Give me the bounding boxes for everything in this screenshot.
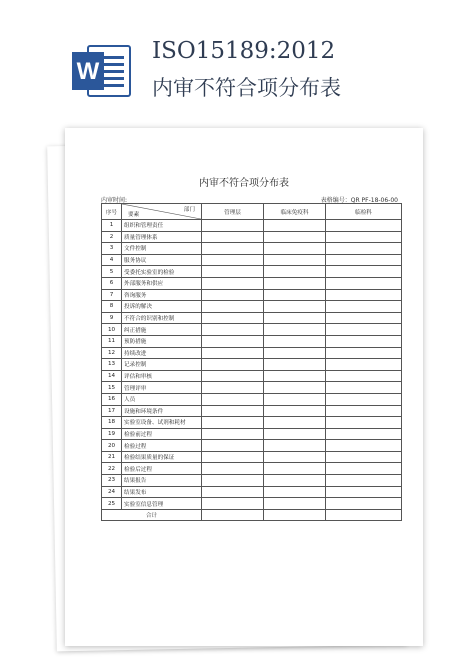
row-number: 8 <box>102 301 122 313</box>
row-cell-empty <box>326 312 402 324</box>
row-cell-empty <box>264 289 326 301</box>
table-row <box>102 324 402 336</box>
table-row <box>102 266 402 278</box>
row-number: 11 <box>102 335 122 347</box>
row-cell-empty <box>202 324 264 336</box>
row-element-label: 结果报告 <box>122 475 202 487</box>
row-cell-empty <box>326 289 402 301</box>
header-col-clinical-lab: 临检科 <box>326 204 402 220</box>
row-cell-empty <box>264 428 326 440</box>
row-cell-empty <box>202 417 264 429</box>
table-total-row <box>102 509 402 521</box>
row-cell-empty <box>202 463 264 475</box>
table-row <box>102 335 402 347</box>
row-number: 12 <box>102 347 122 359</box>
row-cell-empty <box>264 266 326 278</box>
row-cell-empty <box>202 370 264 382</box>
row-cell-empty <box>326 277 402 289</box>
row-element-label: 评估和审核 <box>122 370 202 382</box>
row-cell-empty <box>202 382 264 394</box>
row-cell-empty <box>326 324 402 336</box>
row-cell-empty <box>326 335 402 347</box>
row-element-label: 记录控制 <box>122 359 202 371</box>
row-element-label: 管理评审 <box>122 382 202 394</box>
row-cell-empty <box>326 417 402 429</box>
row-cell-empty <box>202 486 264 498</box>
row-cell-empty <box>202 498 264 510</box>
row-cell-empty <box>326 463 402 475</box>
row-number: 4 <box>102 254 122 266</box>
row-cell-empty <box>202 231 264 243</box>
audit-time-label: 内审时间: <box>101 197 128 204</box>
row-cell-empty <box>326 451 402 463</box>
row-cell-empty <box>202 335 264 347</box>
row-element-label: 外部服务和供应 <box>122 277 202 289</box>
row-cell-empty <box>264 301 326 313</box>
row-cell-empty <box>326 498 402 510</box>
row-cell-empty <box>264 312 326 324</box>
row-number: 9 <box>102 312 122 324</box>
row-cell-empty <box>202 347 264 359</box>
table-row <box>102 347 402 359</box>
table-row <box>102 475 402 487</box>
table-row <box>102 359 402 371</box>
row-number: 19 <box>102 428 122 440</box>
row-cell-empty <box>264 382 326 394</box>
total-cell-empty <box>264 509 326 521</box>
row-number: 13 <box>102 359 122 371</box>
row-cell-empty <box>264 463 326 475</box>
table-row <box>102 417 402 429</box>
row-cell-empty <box>264 254 326 266</box>
nonconformity-table <box>101 203 402 521</box>
table-row <box>102 277 402 289</box>
header-diagonal-cell <box>122 204 202 220</box>
row-element-label: 检验后过程 <box>122 463 202 475</box>
row-cell-empty <box>326 266 402 278</box>
row-cell-empty <box>202 393 264 405</box>
row-element-label: 结果发布 <box>122 486 202 498</box>
row-cell-empty <box>264 335 326 347</box>
row-cell-empty <box>264 220 326 232</box>
row-element-label: 实验室信息管理 <box>122 498 202 510</box>
header-elements: 要素 <box>128 212 140 218</box>
word-icon <box>70 42 132 100</box>
row-number: 5 <box>102 266 122 278</box>
row-element-label: 预防措施 <box>122 335 202 347</box>
row-number: 21 <box>102 451 122 463</box>
title-line-2: 内审不符合项分布表 <box>152 76 341 100</box>
row-cell-empty <box>202 301 264 313</box>
row-cell-empty <box>326 486 402 498</box>
header-banner <box>0 0 474 118</box>
row-cell-empty <box>326 359 402 371</box>
table-row <box>102 382 402 394</box>
row-element-label: 不符合的识别和控制 <box>122 312 202 324</box>
title-line-1: ISO15189:2012 <box>152 38 336 64</box>
row-cell-empty <box>326 370 402 382</box>
table-row <box>102 486 402 498</box>
row-cell-empty <box>326 475 402 487</box>
row-element-label: 检验前过程 <box>122 428 202 440</box>
row-element-label: 实验室设备、试剂和耗材 <box>122 417 202 429</box>
row-element-label: 纠正措施 <box>122 324 202 336</box>
row-cell-empty <box>264 440 326 452</box>
row-element-label: 组织和管理责任 <box>122 220 202 232</box>
row-cell-empty <box>326 347 402 359</box>
row-number: 1 <box>102 220 122 232</box>
row-cell-empty <box>202 266 264 278</box>
row-element-label: 检验过程 <box>122 440 202 452</box>
row-number: 24 <box>102 486 122 498</box>
row-cell-empty <box>326 254 402 266</box>
row-number: 17 <box>102 405 122 417</box>
row-cell-empty <box>264 370 326 382</box>
table-row <box>102 231 402 243</box>
row-cell-empty <box>202 359 264 371</box>
row-number: 18 <box>102 417 122 429</box>
row-cell-empty <box>202 243 264 255</box>
row-element-label: 受委托实验室的检验 <box>122 266 202 278</box>
svg-text:W: W <box>76 58 100 85</box>
row-cell-empty <box>202 289 264 301</box>
table-row <box>102 243 402 255</box>
row-cell-empty <box>264 359 326 371</box>
row-cell-empty <box>326 440 402 452</box>
table-row <box>102 463 402 475</box>
row-cell-empty <box>202 428 264 440</box>
row-cell-empty <box>326 405 402 417</box>
row-element-label: 服务协议 <box>122 254 202 266</box>
row-cell-empty <box>202 277 264 289</box>
row-cell-empty <box>264 243 326 255</box>
table-row <box>102 440 402 452</box>
table-row <box>102 428 402 440</box>
table-row <box>102 393 402 405</box>
row-cell-empty <box>264 231 326 243</box>
row-cell-empty <box>264 277 326 289</box>
row-cell-empty <box>264 498 326 510</box>
row-element-label: 文件控制 <box>122 243 202 255</box>
row-number: 25 <box>102 498 122 510</box>
table-row <box>102 370 402 382</box>
table-row <box>102 220 402 232</box>
document-page <box>65 128 423 646</box>
row-element-label: 质量管理体系 <box>122 231 202 243</box>
row-element-label: 检验结果质量的保证 <box>122 451 202 463</box>
total-cell-empty <box>326 509 402 521</box>
row-number: 22 <box>102 463 122 475</box>
row-cell-empty <box>202 440 264 452</box>
row-cell-empty <box>264 405 326 417</box>
total-label: 合计 <box>102 509 202 521</box>
row-cell-empty <box>264 451 326 463</box>
row-cell-empty <box>202 405 264 417</box>
row-number: 16 <box>102 393 122 405</box>
row-number: 3 <box>102 243 122 255</box>
row-cell-empty <box>202 312 264 324</box>
row-cell-empty <box>326 382 402 394</box>
header-col-clinical-immunology: 临床免疫科 <box>264 204 326 220</box>
row-cell-empty <box>264 324 326 336</box>
header-col-management: 管理层 <box>202 204 264 220</box>
row-cell-empty <box>326 243 402 255</box>
row-number: 23 <box>102 475 122 487</box>
row-cell-empty <box>264 475 326 487</box>
row-cell-empty <box>202 475 264 487</box>
table-row <box>102 301 402 313</box>
table-row <box>102 451 402 463</box>
table-row <box>102 254 402 266</box>
row-number: 7 <box>102 289 122 301</box>
row-cell-empty <box>326 231 402 243</box>
total-cell-empty <box>202 509 264 521</box>
row-cell-empty <box>264 417 326 429</box>
row-element-label: 设施和环境条件 <box>122 405 202 417</box>
row-cell-empty <box>326 220 402 232</box>
table-header-row <box>102 204 402 220</box>
table-row <box>102 498 402 510</box>
row-element-label: 持续改进 <box>122 347 202 359</box>
row-number: 20 <box>102 440 122 452</box>
row-cell-empty <box>326 428 402 440</box>
table-row <box>102 289 402 301</box>
row-cell-empty <box>202 220 264 232</box>
row-number: 14 <box>102 370 122 382</box>
row-number: 2 <box>102 231 122 243</box>
row-cell-empty <box>202 451 264 463</box>
row-number: 10 <box>102 324 122 336</box>
row-element-label: 咨询服务 <box>122 289 202 301</box>
table-row <box>102 312 402 324</box>
row-element-label: 人员 <box>122 393 202 405</box>
document-title: 内审不符合项分布表 <box>199 178 289 189</box>
row-cell-empty <box>326 301 402 313</box>
row-number: 15 <box>102 382 122 394</box>
header-dept: 部门 <box>183 207 195 213</box>
row-cell-empty <box>264 347 326 359</box>
table-row <box>102 405 402 417</box>
row-cell-empty <box>264 393 326 405</box>
header-seq: 序号 <box>102 204 122 220</box>
row-cell-empty <box>326 393 402 405</box>
row-element-label: 投诉的解决 <box>122 301 202 313</box>
form-number: 表格编号：QR PF-18-06-00 <box>320 197 398 204</box>
row-cell-empty <box>202 254 264 266</box>
row-number: 6 <box>102 277 122 289</box>
row-cell-empty <box>264 486 326 498</box>
